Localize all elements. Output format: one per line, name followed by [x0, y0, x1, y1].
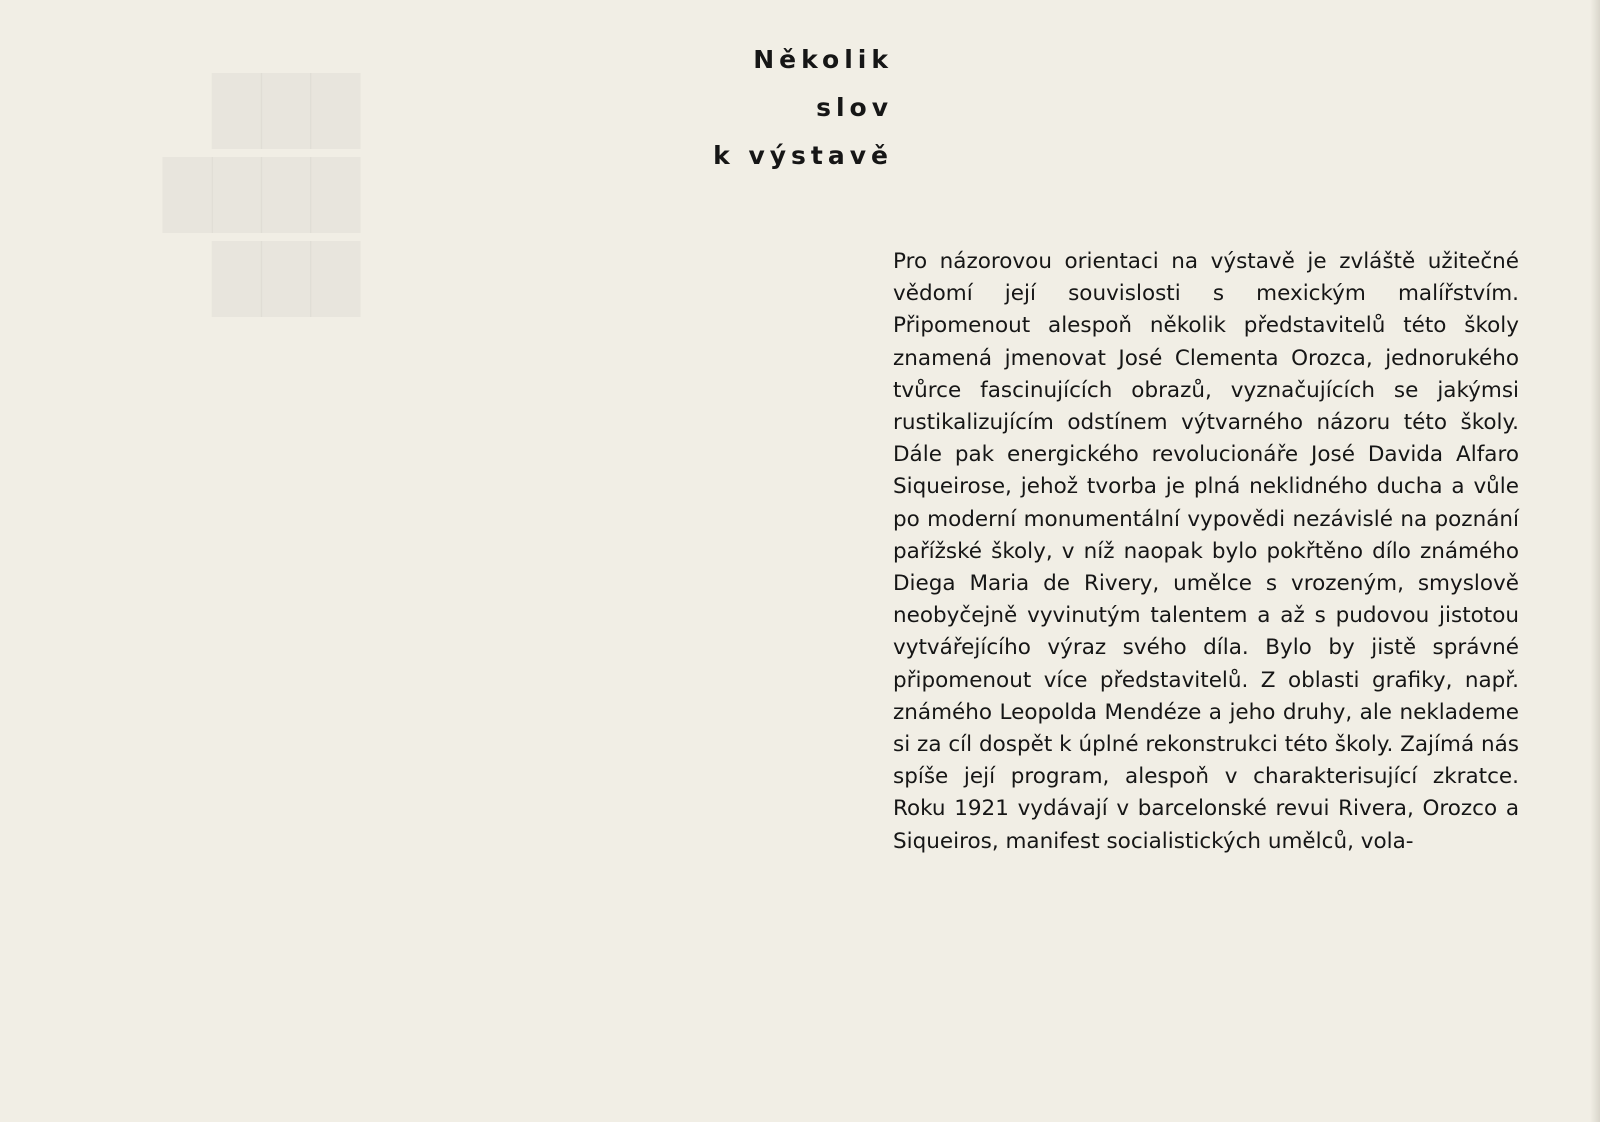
- heading-line-2: slov: [816, 93, 893, 122]
- heading-line-3: k výstavě: [713, 141, 893, 170]
- page-spine-edge: [1590, 0, 1600, 1122]
- body-paragraph: Pro názorovou orientaci na výstavě je zvláště užitečné vědomí její souvislosti s mexickým malířstvím. Připomenout alespoň několik představitelů této školy znamená jmenovat José Clementa Orozca, jednorukého tvůrce fascinujících obrazů, vyznačujících se jakýmsi rustikalizujícím odstínem výtvarného názoru této školy. Dále pak energického revolucionáře José Davida Alfaro Siqueirose, jehož tvorba je plná neklidného ducha a vůle po moderní monumentální vypovědi nezávislé na poznání pařížské školy, v níž naopak bylo pokřtěno dílo známého Diega Maria de Rivery, umělce s vrozeným, smyslově neobyčejně vyvinutým talentem a až s pudovou jistotou vytvářejícího výraz svého díla. Bylo by jistě správné připomenout více představitelů. Z oblasti grafiky, např. známého Leopolda Mendéze a jeho druhy, ale neklademe si za cíl dospět k úplné rekonstrukci této školy. Zajímá nás spíše její program, alespoň v charakterisující zkratce. Roku 1921 vydávají v barcelonské revui Rivera, Orozco a Siqueiros, manifest socialistických umělců, vola-: [893, 249, 1519, 854]
- heading-line-1: Několik: [753, 45, 893, 74]
- show-through-shadow: ███ ████ ███: [163, 75, 360, 317]
- page-heading: [600, 36, 893, 180]
